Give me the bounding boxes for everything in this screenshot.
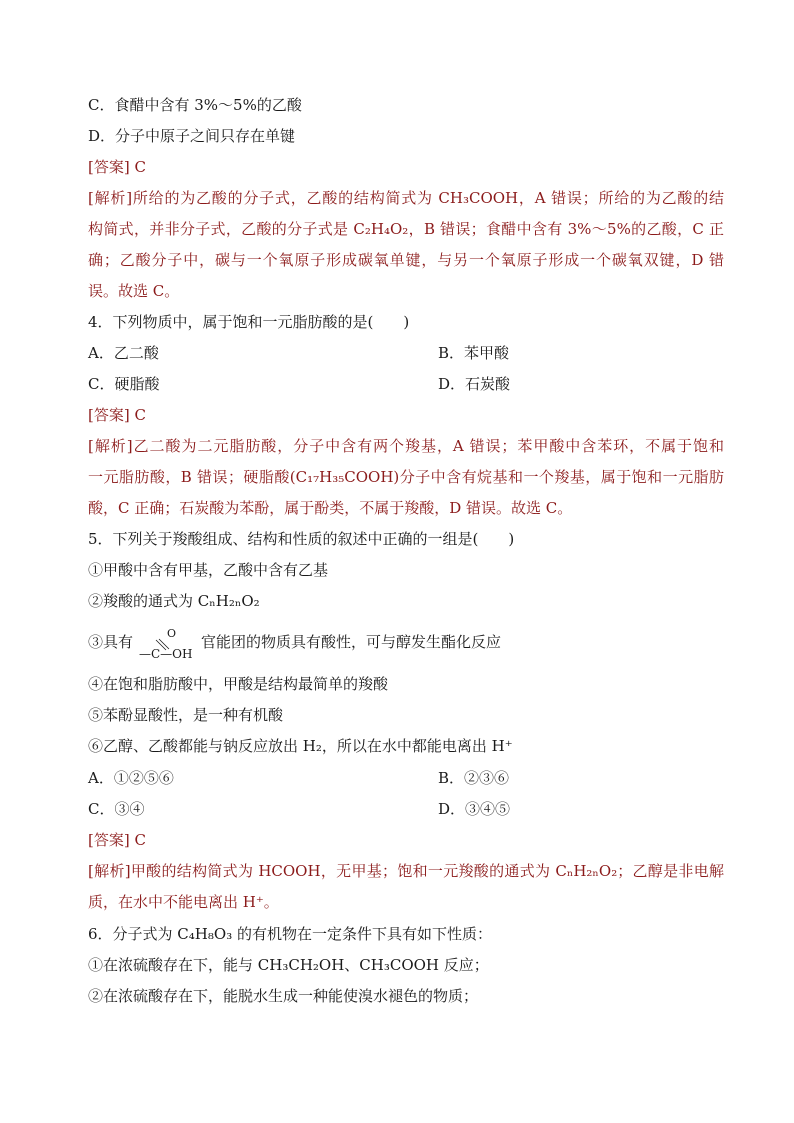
q5-analysis-line-2: 质，在水中不能电离出 H⁺。 (88, 893, 279, 911)
q5-statement-1: ①甲酸中含有甲基，乙酸中含有乙基 (88, 561, 329, 579)
q3-option-c: C．食醋中含有 3%～5%的乙酸 (88, 96, 302, 114)
q5-option-c: C．③④ (88, 800, 145, 818)
q3-analysis-line-1: [解析]所给的为乙酸的分子式，乙酸的结构简式为 CH₃COOH，A 错误；所给的为乙酸的结 (88, 189, 724, 207)
q3-analysis-line-2: 构简式，并非分子式，乙酸的分子式是 C₂H₄O₂，B 错误；食醋中含有 3%～5%的乙酸，C 正 (88, 220, 724, 238)
q5-statement-4: ④在饱和脂肪酸中，甲酸是结构最简单的羧酸 (88, 675, 389, 693)
q3-analysis-line-4: 误。故选 C。 (88, 282, 180, 300)
q4-option-b: B．苯甲酸 (438, 344, 510, 362)
carboxyl-chain-label: —C—OH (139, 647, 193, 660)
q5-statement-2: ②羧酸的通式为 CₙH₂ₙO₂ (88, 592, 260, 610)
q6-stem: 6．分子式为 C₄H₈O₃ 的有机物在一定条件下具有如下性质： (88, 925, 492, 943)
carboxyl-oxygen-label: O (167, 628, 177, 640)
q3-answer: [答案] C (88, 158, 146, 176)
q5-stem: 5．下列关于羧酸组成、结构和性质的叙述中正确的一组是( ) (88, 530, 515, 548)
q5-option-a: A．①②⑤⑥ (88, 769, 174, 787)
q4-analysis-line-2: 一元脂肪酸，B 错误；硬脂酸(C₁₇H₃₅COOH)分子中含有烷基和一个羧基，属于饱和一元脂肪 (88, 468, 724, 486)
q5-options-row-2 (88, 799, 724, 819)
q5-option-b: B．②③⑥ (438, 769, 510, 787)
q4-option-c: C．硬脂酸 (88, 375, 160, 393)
q5-statement-3 (88, 627, 724, 660)
q5-option-d: D．③④⑤ (438, 800, 511, 818)
q3-option-d: D．分子中原子之间只存在单键 (88, 127, 296, 145)
q4-option-a: A．乙二酸 (88, 344, 159, 362)
q6-statement-1: ①在浓硫酸存在下，能与 CH₃CH₂OH、CH₃COOH 反应； (88, 956, 489, 974)
q5-statement-5: ⑤苯酚显酸性，是一种有机酸 (88, 706, 284, 724)
q4-analysis-line-3: 酸，C 正确；石炭酸为苯酚，属于酚类，不属于羧酸，D 错误。故选 C。 (88, 499, 573, 517)
q4-stem: 4．下列物质中，属于饱和一元脂肪酸的是( ) (88, 313, 410, 331)
q5-statement-3-prefix: ③具有 (88, 633, 134, 651)
q5-analysis-line-1: [解析]甲酸的结构简式为 HCOOH，无甲基；饱和一元羧酸的通式为 CₙH₂ₙO₂；乙醇是非电解 (88, 862, 724, 880)
q4-options-row-2 (88, 374, 724, 394)
q5-options-row-1 (88, 768, 724, 788)
q4-options-row-1 (88, 343, 724, 363)
q4-analysis-line-1: [解析]乙二酸为二元脂肪酸，分子中含有两个羧基，A 错误；苯甲酸中含苯环，不属于饱和 (88, 437, 724, 455)
q4-answer: [答案] C (88, 406, 146, 424)
q5-statement-6: ⑥乙醇、乙酸都能与钠反应放出 H₂，所以在水中都能电离出 H⁺ (88, 737, 513, 755)
q4-option-d: D．石炭酸 (438, 375, 511, 393)
q3-analysis-line-3: 确；乙酸分子中，碳与一个氧原子形成碳氧单键，与另一个氧原子形成一个碳氧双键，D 错 (88, 251, 724, 269)
q6-statement-2: ②在浓硫酸存在下，能脱水生成一种能使溴水褪色的物质； (88, 987, 479, 1005)
q5-answer: [答案] C (88, 831, 146, 849)
q5-statement-3-suffix: 官能团的物质具有酸性，可与醇发生酯化反应 (201, 633, 502, 651)
carboxyl-group-structure (137, 628, 197, 658)
